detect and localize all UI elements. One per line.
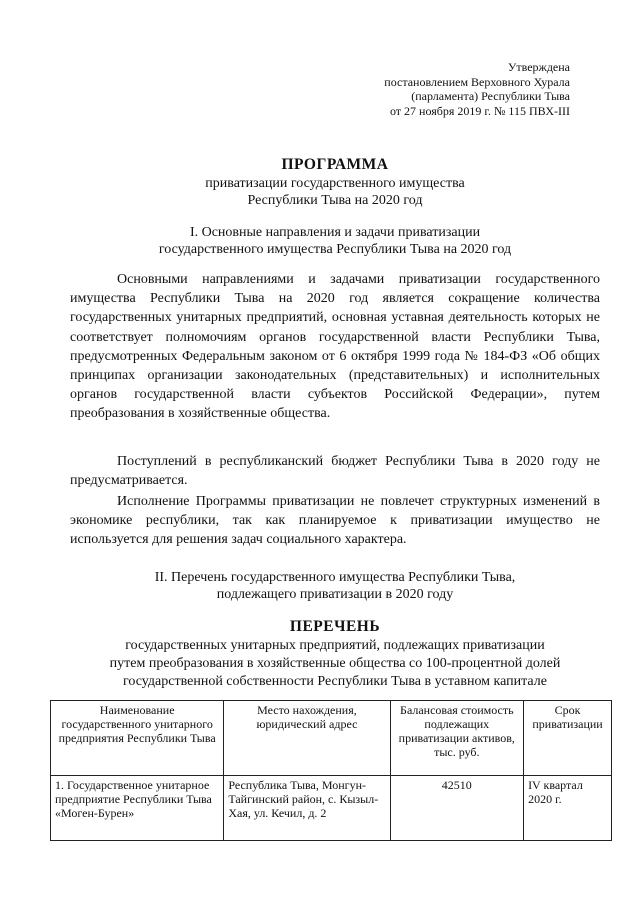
program-subtitle-line: Республики Тыва на 2020 год (247, 193, 423, 208)
approval-line: постановлением Верховного Хурала (384, 74, 570, 89)
cell-address: Республика Тыва, Монгун-Тайгинский район, с. Кызыл-Хая, ул. Кечил, д. 2 (224, 776, 390, 841)
header-book-value: Балансовая стоимость подлежащих приватизации активов, тыс. руб. (390, 701, 524, 776)
header-address: Место нахождения, юридический адрес (224, 701, 390, 776)
program-subtitle-line: приватизации государственного имущества (205, 176, 465, 191)
approval-line: от 27 ноября 2019 г. № 115 ПВХ-III (389, 103, 570, 118)
header-term: Срок приватизации (524, 701, 612, 776)
cell-enterprise-name: 1. Государственное унитарное предприятие Республики Тыва «Моген-Бурен» (51, 776, 224, 841)
header-enterprise-name: Наименование государственного унитарного предприятия Республики Тыва (51, 701, 224, 776)
list-subtitle-line: государственных унитарных предприятий, подлежащих приватизации (125, 638, 545, 653)
section-1-heading-line: государственного имущества Республики Тыва на 2020 год (158, 242, 512, 257)
program-title: ПРОГРАММА (281, 156, 389, 173)
section-1-paragraph-1 (70, 270, 600, 424)
paragraph-text: Поступлений в республиканский бюджет Республики Тыва в 2020 году не предусматривается. (70, 454, 600, 489)
list-subtitle (70, 637, 600, 691)
list-subtitle-line: государственной собственности Республики Тыва в уставном капитале (123, 674, 547, 689)
table-row (51, 776, 612, 841)
paragraph-text: Основными направлениями и задачами приватизации государственного имущества Республики Тыва на 2020 год является сокращение количества государственных унитарных предприятий, основная уставная деятельность которых не соответствует полномочиям органов государственной власти Республики Тыва, предусмотренных Федеральным законом от 6 октября 1999 года № 184-ФЗ «Об общих принципах организации законодательных (представительных) и исполнительных органов государственной власти субъектов Российской Федерации», путем преобразования в хозяйственные общества. (70, 272, 600, 422)
cell-book-value: 42510 (390, 776, 524, 841)
approval-stamp (360, 60, 570, 118)
privatization-table (50, 700, 612, 841)
approval-line: (парламента) Республики Тыва (411, 89, 570, 103)
section-1-heading-line: I. Основные направления и задачи приватизации (189, 225, 481, 240)
paragraph-text: Исполнение Программы приватизации не повлечет структурных изменений в экономике республики, так как планируемое к приватизации имущество не используется для решения задач социального характера. (70, 494, 600, 548)
section-1-heading (70, 224, 600, 258)
section-1-paragraph-2 (70, 452, 600, 490)
section-2-heading (70, 569, 600, 603)
approval-line: Утверждена (507, 60, 570, 74)
table-header-row (51, 701, 612, 776)
section-2-heading-line: подлежащего приватизации в 2020 году (216, 587, 454, 602)
section-2-heading-line: II. Перечень государственного имущества Республики Тыва, (154, 570, 516, 585)
list-title: ПЕРЕЧЕНЬ (289, 618, 381, 635)
list-subtitle-line: путем преобразования в хозяйственные общества со 100-процентной долей (109, 656, 561, 671)
program-subtitle (70, 175, 600, 209)
section-1-paragraph-3 (70, 492, 600, 550)
cell-term: IV квартал 2020 г. (524, 776, 612, 841)
